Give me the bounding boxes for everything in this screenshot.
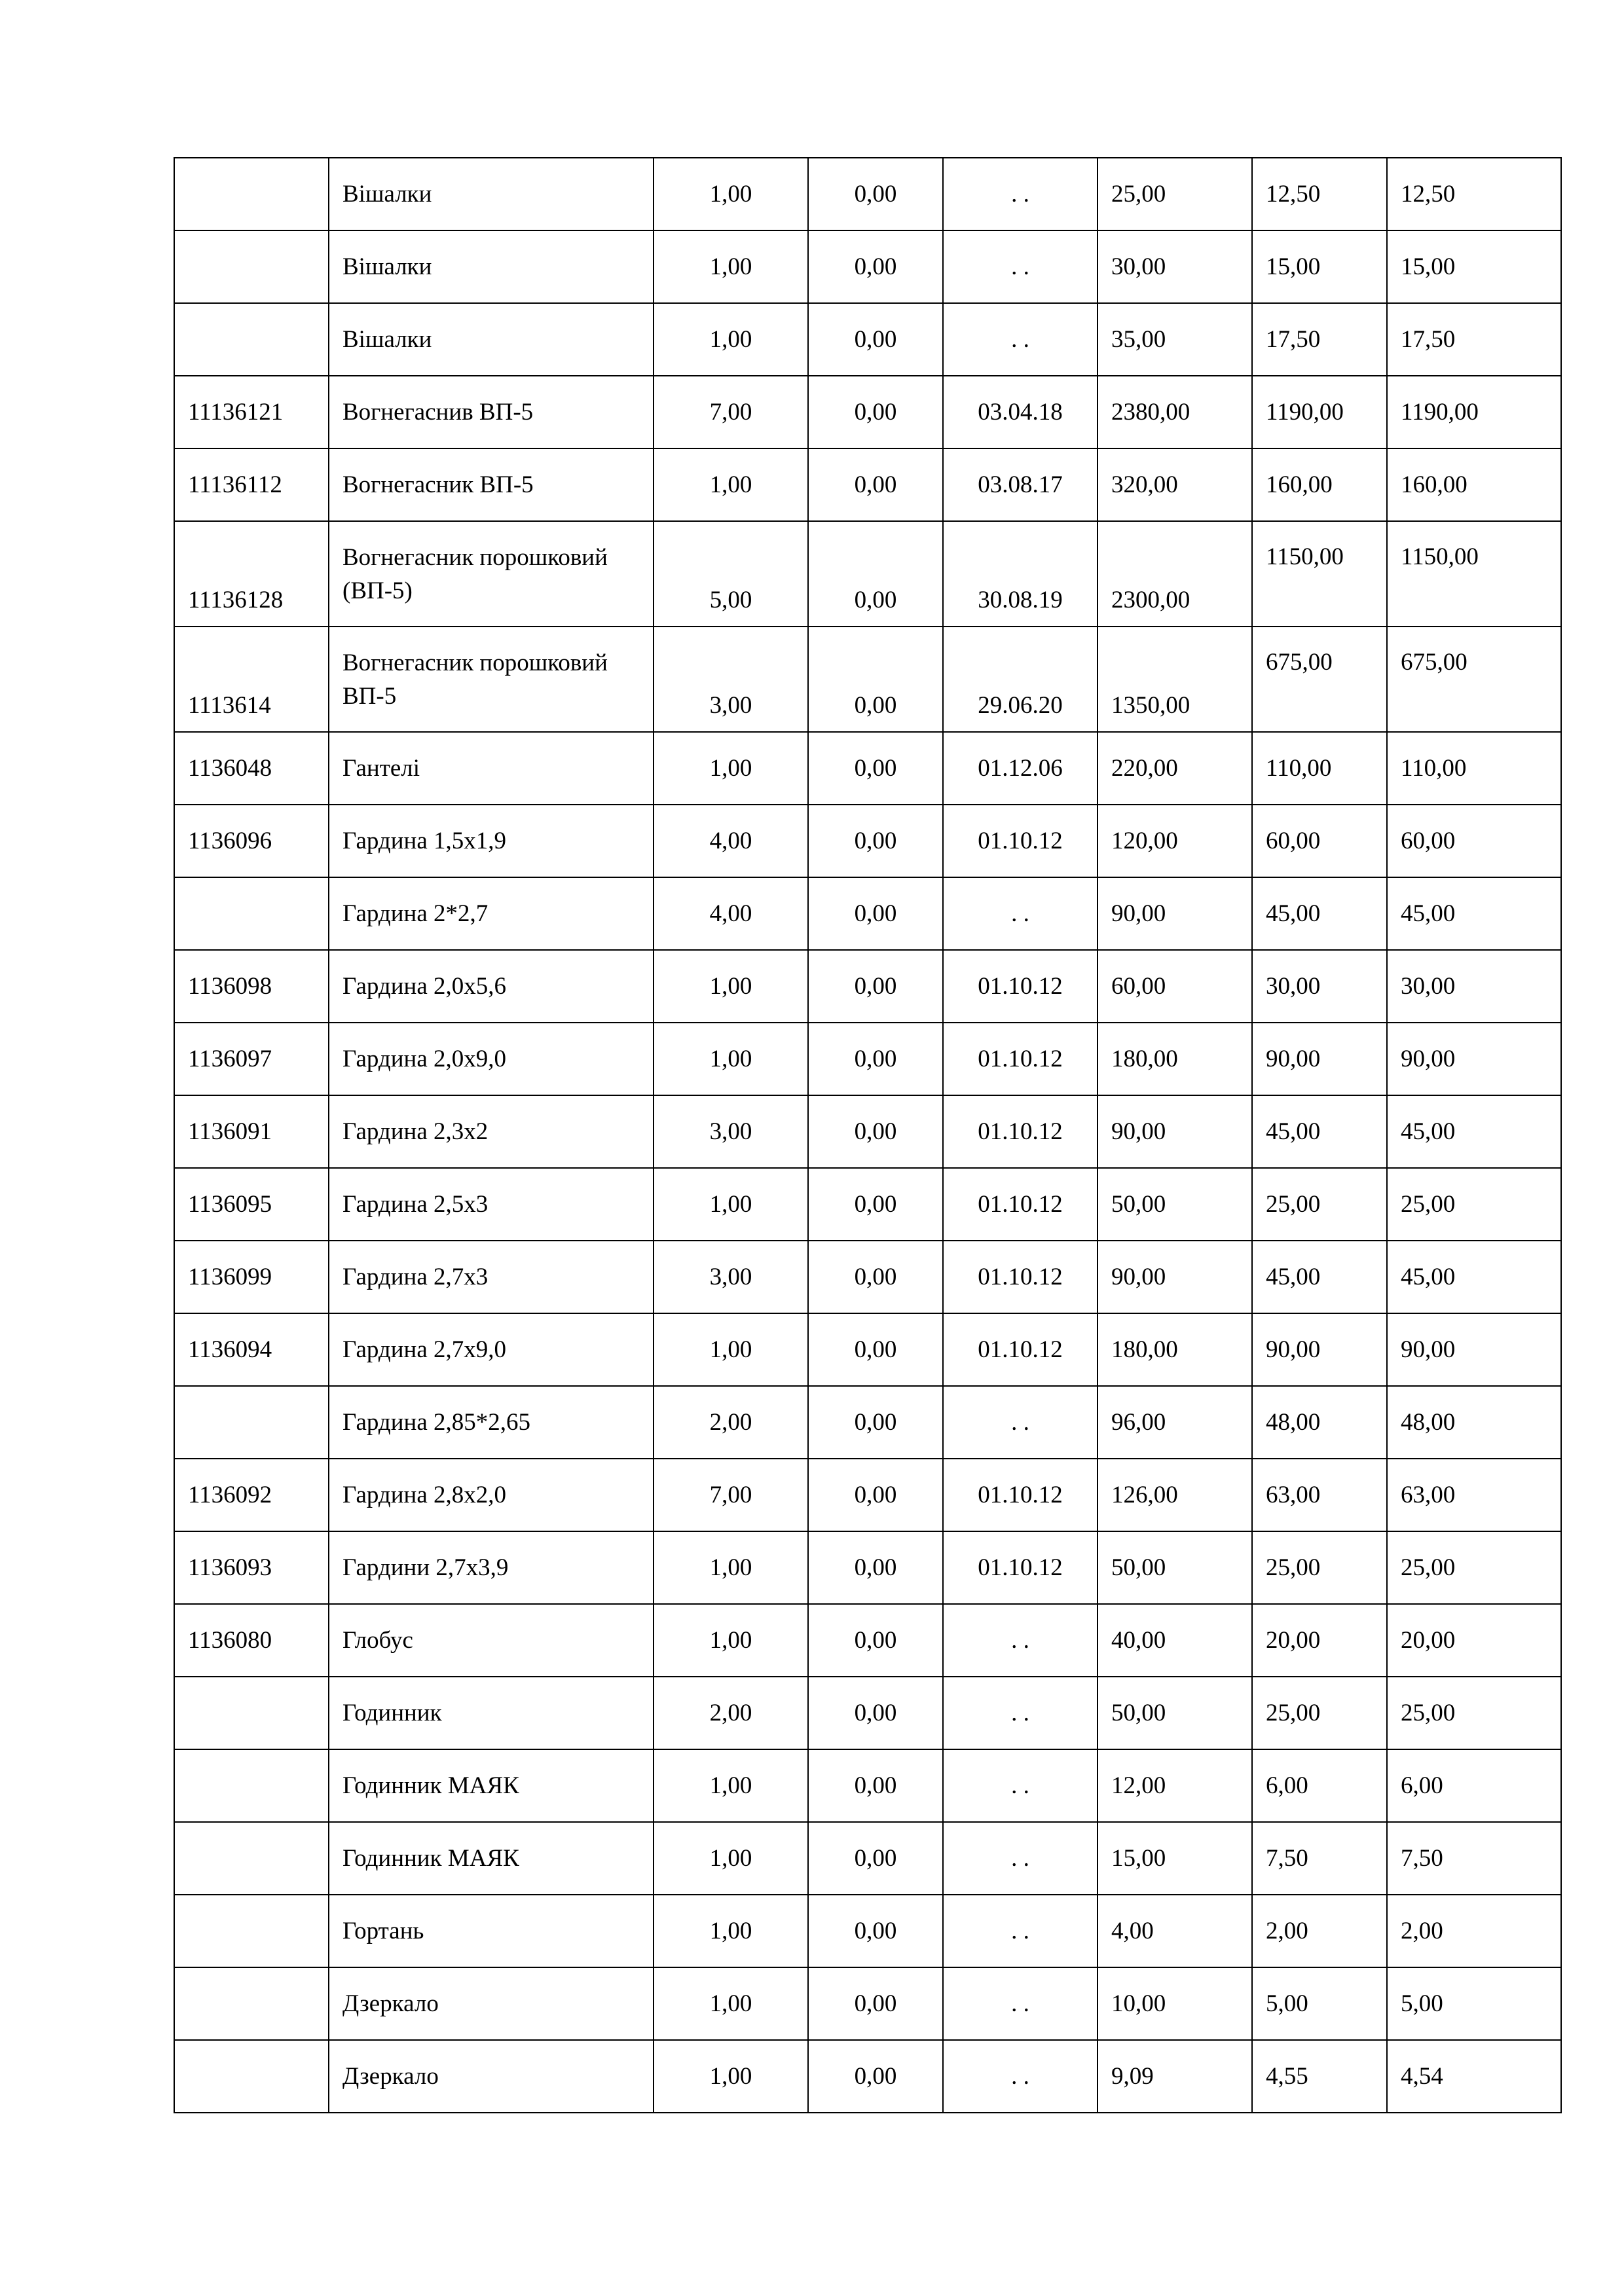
- amount-2-cell: 60,00: [1252, 805, 1387, 877]
- quantity-cell: 7,00: [654, 376, 808, 448]
- inventory-number-cell: 1136080: [174, 1604, 329, 1677]
- quantity-cell: 1,00: [654, 1895, 808, 1967]
- item-name-cell: Гардина 2,7х9,0: [329, 1313, 654, 1386]
- quantity-cell: 1,00: [654, 1168, 808, 1241]
- amount-3-cell: 90,00: [1387, 1023, 1561, 1095]
- inventory-number-cell: 1136099: [174, 1241, 329, 1313]
- quantity-cell: 1,00: [654, 230, 808, 303]
- inventory-number-cell: 1136095: [174, 1168, 329, 1241]
- inventory-number-cell: [174, 1386, 329, 1459]
- item-name-cell: Вогнегасник порошковий (ВП-5): [329, 521, 654, 627]
- amount-2-cell: 6,00: [1252, 1749, 1387, 1822]
- quantity-2-cell: 0,00: [808, 1822, 943, 1895]
- item-name-cell: Гантелі: [329, 732, 654, 805]
- inventory-number-cell: 1136096: [174, 805, 329, 877]
- item-name-cell: Гардина 2,5х3: [329, 1168, 654, 1241]
- amount-3-cell: 1190,00: [1387, 376, 1561, 448]
- amount-cell: 50,00: [1098, 1531, 1252, 1604]
- quantity-2-cell: 0,00: [808, 1313, 943, 1386]
- amount-cell: 30,00: [1098, 230, 1252, 303]
- quantity-cell: 1,00: [654, 950, 808, 1023]
- inventory-number-cell: 1136093: [174, 1531, 329, 1604]
- amount-3-cell: 7,50: [1387, 1822, 1561, 1895]
- quantity-cell: 1,00: [654, 732, 808, 805]
- amount-3-cell: 45,00: [1387, 1241, 1561, 1313]
- quantity-cell: 1,00: [654, 1313, 808, 1386]
- item-name-cell: Годинник МАЯК: [329, 1822, 654, 1895]
- inventory-number-cell: 1136091: [174, 1095, 329, 1168]
- quantity-cell: 5,00: [654, 521, 808, 627]
- quantity-2-cell: 0,00: [808, 376, 943, 448]
- quantity-cell: 4,00: [654, 805, 808, 877]
- item-name-cell: Гардина 2,8х2,0: [329, 1459, 654, 1531]
- item-name-cell: Гардина 2,7х3: [329, 1241, 654, 1313]
- quantity-2-cell: 0,00: [808, 877, 943, 950]
- amount-3-cell: 17,50: [1387, 303, 1561, 376]
- item-name-cell: Гортань: [329, 1895, 654, 1967]
- inventory-number-cell: 1136048: [174, 732, 329, 805]
- item-name-cell: Дзеркало: [329, 2040, 654, 2113]
- amount-2-cell: 1190,00: [1252, 376, 1387, 448]
- date-cell: . .: [943, 1967, 1098, 2040]
- quantity-2-cell: 0,00: [808, 1023, 943, 1095]
- table-row: [174, 2040, 1561, 2113]
- item-name-cell: Гардина 2*2,7: [329, 877, 654, 950]
- inventory-number-cell: [174, 158, 329, 230]
- amount-cell: 120,00: [1098, 805, 1252, 877]
- amount-cell: 10,00: [1098, 1967, 1252, 2040]
- amount-cell: 1350,00: [1098, 627, 1252, 732]
- inventory-page: [174, 157, 1562, 2113]
- table-row: [174, 1168, 1561, 1241]
- amount-2-cell: 63,00: [1252, 1459, 1387, 1531]
- quantity-2-cell: 0,00: [808, 158, 943, 230]
- amount-2-cell: 25,00: [1252, 1168, 1387, 1241]
- inventory-table-body: [174, 158, 1561, 2113]
- amount-cell: 90,00: [1098, 877, 1252, 950]
- amount-cell: 12,00: [1098, 1749, 1252, 1822]
- table-row: [174, 1895, 1561, 1967]
- amount-3-cell: 45,00: [1387, 877, 1561, 950]
- item-name-cell: Вогнегасник ВП-5: [329, 448, 654, 521]
- quantity-cell: 1,00: [654, 1604, 808, 1677]
- date-cell: 01.10.12: [943, 805, 1098, 877]
- date-cell: 30.08.19: [943, 521, 1098, 627]
- item-name-cell: Гардина 2,0х5,6: [329, 950, 654, 1023]
- amount-2-cell: 20,00: [1252, 1604, 1387, 1677]
- amount-cell: 60,00: [1098, 950, 1252, 1023]
- amount-3-cell: 15,00: [1387, 230, 1561, 303]
- inventory-number-cell: 11136121: [174, 376, 329, 448]
- inventory-number-cell: 1136092: [174, 1459, 329, 1531]
- quantity-cell: 1,00: [654, 2040, 808, 2113]
- amount-2-cell: 30,00: [1252, 950, 1387, 1023]
- amount-2-cell: 12,50: [1252, 158, 1387, 230]
- amount-2-cell: 5,00: [1252, 1967, 1387, 2040]
- quantity-2-cell: 0,00: [808, 2040, 943, 2113]
- quantity-2-cell: 0,00: [808, 1749, 943, 1822]
- table-row: [174, 1604, 1561, 1677]
- date-cell: . .: [943, 2040, 1098, 2113]
- table-row: [174, 1386, 1561, 1459]
- amount-3-cell: 48,00: [1387, 1386, 1561, 1459]
- amount-cell: 15,00: [1098, 1822, 1252, 1895]
- date-cell: . .: [943, 230, 1098, 303]
- quantity-cell: 1,00: [654, 1531, 808, 1604]
- table-row: [174, 1677, 1561, 1749]
- date-cell: 03.08.17: [943, 448, 1098, 521]
- amount-cell: 90,00: [1098, 1095, 1252, 1168]
- quantity-cell: 3,00: [654, 1241, 808, 1313]
- date-cell: 29.06.20: [943, 627, 1098, 732]
- inventory-number-cell: [174, 1895, 329, 1967]
- inventory-number-cell: [174, 230, 329, 303]
- item-name-cell: Годинник: [329, 1677, 654, 1749]
- table-row: [174, 1459, 1561, 1531]
- table-row: [174, 521, 1561, 627]
- amount-cell: 96,00: [1098, 1386, 1252, 1459]
- quantity-2-cell: 0,00: [808, 1677, 943, 1749]
- quantity-cell: 3,00: [654, 627, 808, 732]
- amount-3-cell: 6,00: [1387, 1749, 1561, 1822]
- amount-2-cell: 4,55: [1252, 2040, 1387, 2113]
- inventory-number-cell: [174, 1677, 329, 1749]
- quantity-cell: 7,00: [654, 1459, 808, 1531]
- item-name-cell: Глобус: [329, 1604, 654, 1677]
- quantity-2-cell: 0,00: [808, 303, 943, 376]
- quantity-2-cell: 0,00: [808, 1095, 943, 1168]
- amount-cell: 220,00: [1098, 732, 1252, 805]
- amount-2-cell: 7,50: [1252, 1822, 1387, 1895]
- date-cell: . .: [943, 877, 1098, 950]
- amount-cell: 9,09: [1098, 2040, 1252, 2113]
- amount-3-cell: 4,54: [1387, 2040, 1561, 2113]
- quantity-2-cell: 0,00: [808, 805, 943, 877]
- amount-3-cell: 2,00: [1387, 1895, 1561, 1967]
- amount-3-cell: 25,00: [1387, 1531, 1561, 1604]
- inventory-number-cell: [174, 303, 329, 376]
- quantity-cell: 1,00: [654, 1749, 808, 1822]
- date-cell: . .: [943, 303, 1098, 376]
- quantity-cell: 1,00: [654, 1967, 808, 2040]
- amount-3-cell: 20,00: [1387, 1604, 1561, 1677]
- amount-3-cell: 90,00: [1387, 1313, 1561, 1386]
- inventory-number-cell: [174, 1822, 329, 1895]
- amount-3-cell: 675,00: [1387, 627, 1561, 732]
- amount-2-cell: 110,00: [1252, 732, 1387, 805]
- amount-2-cell: 45,00: [1252, 1095, 1387, 1168]
- inventory-number-cell: 11136112: [174, 448, 329, 521]
- amount-3-cell: 30,00: [1387, 950, 1561, 1023]
- amount-3-cell: 5,00: [1387, 1967, 1561, 2040]
- quantity-cell: 3,00: [654, 1095, 808, 1168]
- quantity-cell: 2,00: [654, 1677, 808, 1749]
- date-cell: . .: [943, 1895, 1098, 1967]
- date-cell: . .: [943, 1749, 1098, 1822]
- item-name-cell: Гардина 2,85*2,65: [329, 1386, 654, 1459]
- table-row: [174, 303, 1561, 376]
- quantity-2-cell: 0,00: [808, 1895, 943, 1967]
- inventory-number-cell: [174, 1749, 329, 1822]
- item-name-cell: Гардина 1,5х1,9: [329, 805, 654, 877]
- amount-2-cell: 90,00: [1252, 1023, 1387, 1095]
- amount-2-cell: 48,00: [1252, 1386, 1387, 1459]
- quantity-2-cell: 0,00: [808, 1386, 943, 1459]
- amount-3-cell: 25,00: [1387, 1168, 1561, 1241]
- amount-cell: 50,00: [1098, 1677, 1252, 1749]
- amount-cell: 35,00: [1098, 303, 1252, 376]
- inventory-number-cell: 1136094: [174, 1313, 329, 1386]
- quantity-cell: 1,00: [654, 158, 808, 230]
- quantity-2-cell: 0,00: [808, 521, 943, 627]
- table-row: [174, 230, 1561, 303]
- table-row: [174, 950, 1561, 1023]
- date-cell: . .: [943, 158, 1098, 230]
- date-cell: 01.10.12: [943, 1168, 1098, 1241]
- quantity-2-cell: 0,00: [808, 732, 943, 805]
- inventory-number-cell: [174, 1967, 329, 2040]
- date-cell: 03.04.18: [943, 376, 1098, 448]
- amount-cell: 4,00: [1098, 1895, 1252, 1967]
- table-row: [174, 376, 1561, 448]
- quantity-2-cell: 0,00: [808, 1967, 943, 2040]
- table-row: [174, 1095, 1561, 1168]
- amount-3-cell: 45,00: [1387, 1095, 1561, 1168]
- item-name-cell: Вішалки: [329, 158, 654, 230]
- quantity-2-cell: 0,00: [808, 1241, 943, 1313]
- quantity-cell: 1,00: [654, 1822, 808, 1895]
- date-cell: 01.10.12: [943, 1459, 1098, 1531]
- date-cell: . .: [943, 1677, 1098, 1749]
- amount-2-cell: 160,00: [1252, 448, 1387, 521]
- item-name-cell: Годинник МАЯК: [329, 1749, 654, 1822]
- amount-3-cell: 25,00: [1387, 1677, 1561, 1749]
- quantity-2-cell: 0,00: [808, 950, 943, 1023]
- table-row: [174, 448, 1561, 521]
- table-row: [174, 1313, 1561, 1386]
- quantity-2-cell: 0,00: [808, 230, 943, 303]
- date-cell: 01.12.06: [943, 732, 1098, 805]
- amount-cell: 2300,00: [1098, 521, 1252, 627]
- amount-2-cell: 25,00: [1252, 1531, 1387, 1604]
- table-row: [174, 158, 1561, 230]
- amount-2-cell: 17,50: [1252, 303, 1387, 376]
- item-name-cell: Дзеркало: [329, 1967, 654, 2040]
- amount-2-cell: 45,00: [1252, 877, 1387, 950]
- quantity-2-cell: 0,00: [808, 1459, 943, 1531]
- amount-2-cell: 675,00: [1252, 627, 1387, 732]
- table-row: [174, 1967, 1561, 2040]
- inventory-number-cell: 1136098: [174, 950, 329, 1023]
- inventory-number-cell: 11136128: [174, 521, 329, 627]
- amount-cell: 2380,00: [1098, 376, 1252, 448]
- quantity-2-cell: 0,00: [808, 448, 943, 521]
- quantity-cell: 1,00: [654, 448, 808, 521]
- inventory-number-cell: 1113614: [174, 627, 329, 732]
- inventory-table: [174, 157, 1562, 2113]
- amount-cell: 25,00: [1098, 158, 1252, 230]
- amount-cell: 180,00: [1098, 1023, 1252, 1095]
- table-row: [174, 805, 1561, 877]
- amount-2-cell: 45,00: [1252, 1241, 1387, 1313]
- amount-2-cell: 1150,00: [1252, 521, 1387, 627]
- quantity-cell: 1,00: [654, 1023, 808, 1095]
- date-cell: 01.10.12: [943, 1095, 1098, 1168]
- table-row: [174, 732, 1561, 805]
- date-cell: 01.10.12: [943, 1313, 1098, 1386]
- date-cell: 01.10.12: [943, 950, 1098, 1023]
- quantity-cell: 4,00: [654, 877, 808, 950]
- quantity-2-cell: 0,00: [808, 1604, 943, 1677]
- date-cell: 01.10.12: [943, 1023, 1098, 1095]
- table-row: [174, 1531, 1561, 1604]
- inventory-number-cell: [174, 2040, 329, 2113]
- date-cell: 01.10.12: [943, 1531, 1098, 1604]
- amount-cell: 320,00: [1098, 448, 1252, 521]
- table-row: [174, 1023, 1561, 1095]
- amount-2-cell: 25,00: [1252, 1677, 1387, 1749]
- amount-3-cell: 160,00: [1387, 448, 1561, 521]
- item-name-cell: Вогнегасник порошковий ВП-5: [329, 627, 654, 732]
- date-cell: . .: [943, 1604, 1098, 1677]
- amount-3-cell: 1150,00: [1387, 521, 1561, 627]
- item-name-cell: Вішалки: [329, 230, 654, 303]
- amount-2-cell: 90,00: [1252, 1313, 1387, 1386]
- item-name-cell: Вогнегаснив ВП-5: [329, 376, 654, 448]
- amount-cell: 40,00: [1098, 1604, 1252, 1677]
- amount-3-cell: 60,00: [1387, 805, 1561, 877]
- table-row: [174, 627, 1561, 732]
- item-name-cell: Гардина 2,3х2: [329, 1095, 654, 1168]
- table-row: [174, 877, 1561, 950]
- amount-2-cell: 2,00: [1252, 1895, 1387, 1967]
- amount-3-cell: 12,50: [1387, 158, 1561, 230]
- quantity-2-cell: 0,00: [808, 1531, 943, 1604]
- inventory-number-cell: 1136097: [174, 1023, 329, 1095]
- date-cell: . .: [943, 1822, 1098, 1895]
- table-row: [174, 1822, 1561, 1895]
- table-row: [174, 1241, 1561, 1313]
- item-name-cell: Гардина 2,0х9,0: [329, 1023, 654, 1095]
- amount-cell: 126,00: [1098, 1459, 1252, 1531]
- amount-cell: 90,00: [1098, 1241, 1252, 1313]
- amount-3-cell: 63,00: [1387, 1459, 1561, 1531]
- amount-3-cell: 110,00: [1387, 732, 1561, 805]
- quantity-cell: 1,00: [654, 303, 808, 376]
- quantity-2-cell: 0,00: [808, 1168, 943, 1241]
- amount-cell: 50,00: [1098, 1168, 1252, 1241]
- item-name-cell: Гардини 2,7х3,9: [329, 1531, 654, 1604]
- inventory-number-cell: [174, 877, 329, 950]
- date-cell: . .: [943, 1386, 1098, 1459]
- quantity-2-cell: 0,00: [808, 627, 943, 732]
- amount-cell: 180,00: [1098, 1313, 1252, 1386]
- quantity-cell: 2,00: [654, 1386, 808, 1459]
- amount-2-cell: 15,00: [1252, 230, 1387, 303]
- item-name-cell: Вішалки: [329, 303, 654, 376]
- date-cell: 01.10.12: [943, 1241, 1098, 1313]
- table-row: [174, 1749, 1561, 1822]
